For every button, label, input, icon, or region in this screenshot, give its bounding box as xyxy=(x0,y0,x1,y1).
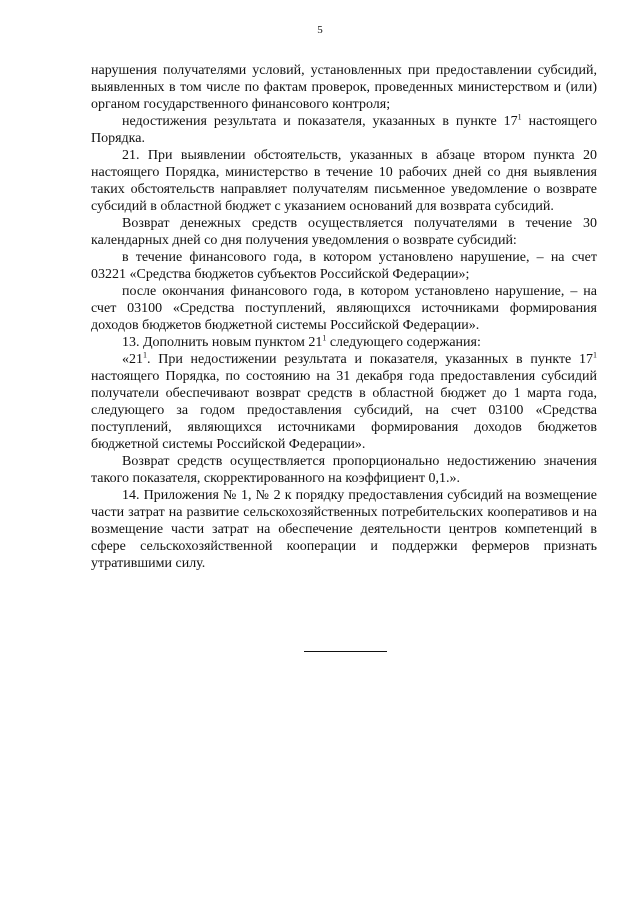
paragraph-violations: нарушения получателями условий, установленных при предоставлении субсидий, выявленных в том числе по фактам проверок, проведенных министерством и (или) органом государственного финансового контроля; xyxy=(91,63,597,112)
page-number: 5 xyxy=(317,24,323,36)
paragraph-clause-14: 14. Приложения № 1, № 2 к порядку предоставления субсидий на возмещение части затрат на развитие сельскохозяйственных потребительских кооперативов и на возмещение части затрат на обеспечение деятельности центров компетенций в сфере сельскохозяйственной кооперации и поддержки фермеров признать утратившими силу. xyxy=(91,488,597,571)
footnote-superscript: 1 xyxy=(143,350,147,360)
paragraph-clause-13: 13. Дополнить новым пунктом $21^1$ следующего содержания: xyxy=(122,333,481,350)
paragraph-refund-current-year: в течение финансового года, в котором установлено нарушение, – на счет 03221 «Средства бюджетов субъектов Российской Федерации»; xyxy=(91,250,597,282)
footnote-superscript: 1 xyxy=(517,112,522,122)
paragraph-clause-21-1: «$21^1$. При недостижении результата и показателя, указанных в пункте $17^1$ настоящего Порядка, по состоянию на 31 декабря года предоставления субсидий получатели обеспечивают возврат средств в областной бюджет до 1 марта года, следующего за годом предоставления субсидий, на счет 03100 «Средства поступлений, являющихся источниками формирования доходов бюджетов бюджетной системы Российской Федерации». xyxy=(91,350,597,452)
footnote-superscript: 1 xyxy=(593,350,597,360)
paragraph-non-achievement: недостижения результата и показателя, указанных в пункте $17^1$ настоящего Порядка. xyxy=(91,112,597,146)
paragraph-refund-after-year: после окончания финансового года, в котором установлено нарушение, – на счет 03100 «Средства поступлений, являющихся источниками формирования доходов бюджетов бюджетной системы Российской Федерации». xyxy=(91,284,597,333)
paragraph-refund-terms: Возврат денежных средств осуществляется получателями в течение 30 календарных дней со дня получения уведомления о возврате субсидий: xyxy=(91,216,597,248)
closing-divider-line xyxy=(304,651,387,652)
document-body xyxy=(91,62,597,572)
paragraph-clause-21: 21. При выявлении обстоятельств, указанных в абзаце втором пункта 20 настоящего Порядка, министерство в течение 10 рабочих дней со дня выявления таких обстоятельств направляет получателям письменное уведомление о возврате субсидий в областной бюджет с указанием оснований для возврата субсидий. xyxy=(91,148,597,214)
paragraph-proportional-refund: Возврат средств осуществляется пропорционально недостижению значения такого показателя, скорректированного на коэффициент 0,1.». xyxy=(91,454,597,486)
footnote-superscript: 1 xyxy=(322,333,327,343)
